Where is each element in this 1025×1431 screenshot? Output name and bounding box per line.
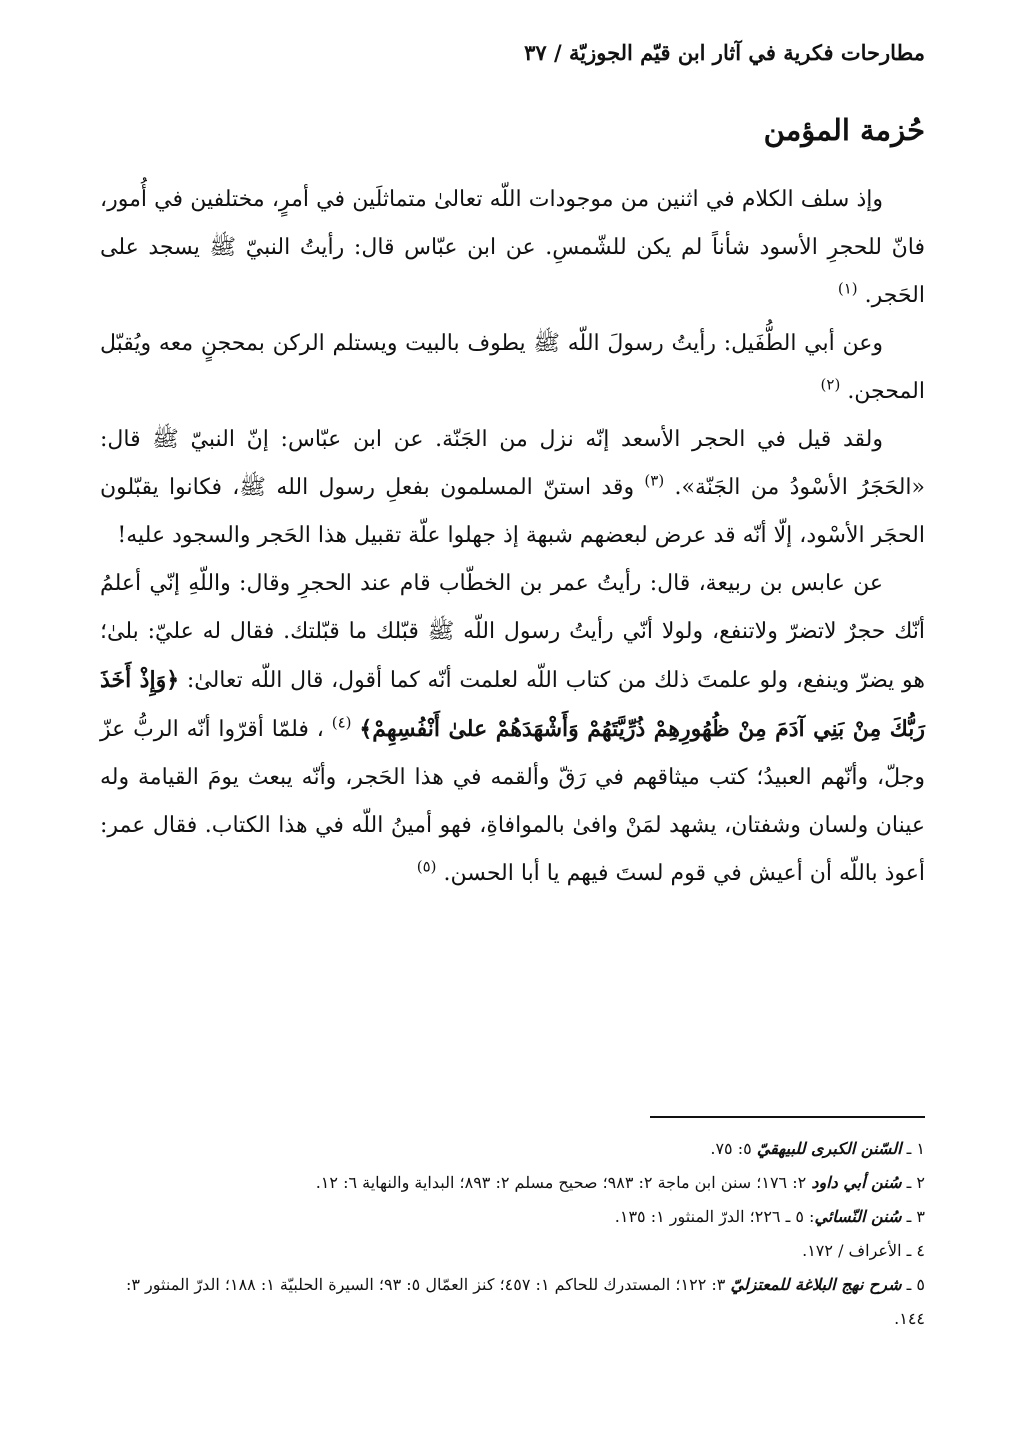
footnote-5 [100, 1268, 925, 1336]
main-text [100, 176, 925, 898]
footnote-marker: (٣) [644, 471, 665, 490]
footnote-3 [100, 1200, 925, 1234]
footnote-divider [650, 1116, 925, 1118]
paragraph-4 [100, 560, 925, 898]
paragraph-2 [100, 320, 925, 416]
footnote-4 [100, 1234, 925, 1268]
footnote-reference: : ٥ ـ ٢٢٦؛ الدرّ المنثور ١: ١٣٥. [614, 1207, 815, 1226]
paragraph-text-continued: ، فلمّا أقرّوا أنّه الربُّ عزّ وجلّ، وأنّهم العبيدُ؛ كتب ميثاقهم في رَقّ وألقمه في هذا الحَجر، وأنّه يبعث يومَ القيامة وله عينان ولسان وشفتان، يشهد لمَنْ وافىٰ بالموافاةِ، فهو أمينُ اللّه في هذا الكتاب. فقال عمر: أعوذ باللّه أن أعيش في قوم لستَ فيهم يا أبا الحسن. [100, 717, 925, 886]
footnotes [100, 1132, 925, 1336]
footnote-reference: ٣: ١٢٢؛ المستدرك للحاكم ١: ٤٥٧؛ كنز العمّال ٥: ٩٣؛ السيرة الحلبيّة ١: ١٨٨؛ الدرّ المنثور ٣: ١٤٤. [125, 1275, 925, 1328]
footnote-marker: (٥) [416, 857, 437, 876]
footnote-source: شرح نهج البلاغة للمعتزليّ [730, 1275, 902, 1294]
footnote-source: سُنن أبي داود [811, 1173, 902, 1192]
footnote-source: السّنن الكبرى للبيهقيّ [756, 1139, 902, 1158]
paragraph-3 [100, 416, 925, 560]
footnote-number: ٣ ـ [906, 1207, 925, 1226]
footnote-2 [100, 1166, 925, 1200]
footnote-marker: (١) [837, 279, 858, 298]
paragraph-text: ولقد قيل في الحجر الأسعد إنّه نزل من الجَنّة. عن ابن عبّاس: إنّ النبيّ ﷺ قال: «الحَجَرُ الأسْودُ من الجَنّة». [100, 427, 925, 500]
section-title: حُزمة المؤمن [763, 113, 925, 147]
footnote-number: ٤ ـ [906, 1241, 925, 1260]
running-header: مطارحات فكرية في آثار ابن قيّم الجوزيّة / ٣٧ [524, 40, 925, 65]
quran-verse: ﴿وَإِذْ أَخَذَ رَبُّكَ مِنْ بَنِي آدَمَ مِنْ ظُهُورِهِمْ ذُرِّيَّتَهُمْ وَأَشْهَدَهُمْ علىٰ أَنْفُسِهِمْ﴾ [100, 667, 925, 742]
footnote-marker: (٤) [331, 713, 352, 732]
footnote-reference: ٥: ٧٥. [710, 1139, 757, 1158]
paragraph-1 [100, 176, 925, 320]
footnote-reference: ٢: ١٧٦؛ سنن ابن ماجة ٢: ٩٨٣؛ صحيح مسلم ٢: ٨٩٣؛ البداية والنهاية ٦: ١٢. [315, 1173, 812, 1192]
paragraph-text-continued: وقد استنّ المسلمون بفعلِ رسول الله ﷺ، فكانوا يقبّلون الحجَر الأسْود، إلّا أنّه قد عرض لبعضهم شبهة إذ جهلوا علّة تقبيل هذا الحَجر والسجود عليه! [100, 475, 925, 548]
footnote-number: ٢ ـ [906, 1173, 925, 1192]
paragraph-text: وإذ سلف الكلام في اثنين من موجودات اللّه تعالىٰ متماثلَين في أمرٍ، مختلفين في أُمور، فانّ للحجرِ الأسود شأناً لم يكن للشّمسِ. عن ابن عبّاس قال: رأيتُ النبيّ ﷺ يسجد على الحَجر. [100, 187, 925, 308]
footnote-1 [100, 1132, 925, 1166]
footnote-number: ١ ـ [906, 1139, 925, 1158]
paragraph-text: عن عابس بن ربيعة، قال: رأيتُ عمر بن الخطّاب قام عند الحجرِ وقال: واللّهِ إنّي أعلمُ أنّك حجرٌ لاتضرّ ولاتنفع، ولولا أنّي رأيتُ رسول اللّه ﷺ قبّلك ما قبّلتك. فقال له عليّ: بلىٰ؛ هو يضرّ وينفع، ولو علمتَ ذلك من كتاب اللّه لعلمت أنّه كما أقول، قال اللّه تعالىٰ: [100, 571, 926, 693]
footnote-marker: (٢) [820, 375, 841, 394]
footnote-source: سُنن النّسائي [814, 1207, 902, 1226]
footnote-number: ٥ ـ [906, 1275, 925, 1294]
paragraph-text: وعن أبي الطُّفَيل: رأيتُ رسولَ اللّه ﷺ يطوف بالبيت ويستلم الركن بمحجنٍ معه ويُقبّل المحجن. [100, 331, 925, 404]
footnote-reference: الأعراف / ١٧٢. [802, 1241, 902, 1260]
